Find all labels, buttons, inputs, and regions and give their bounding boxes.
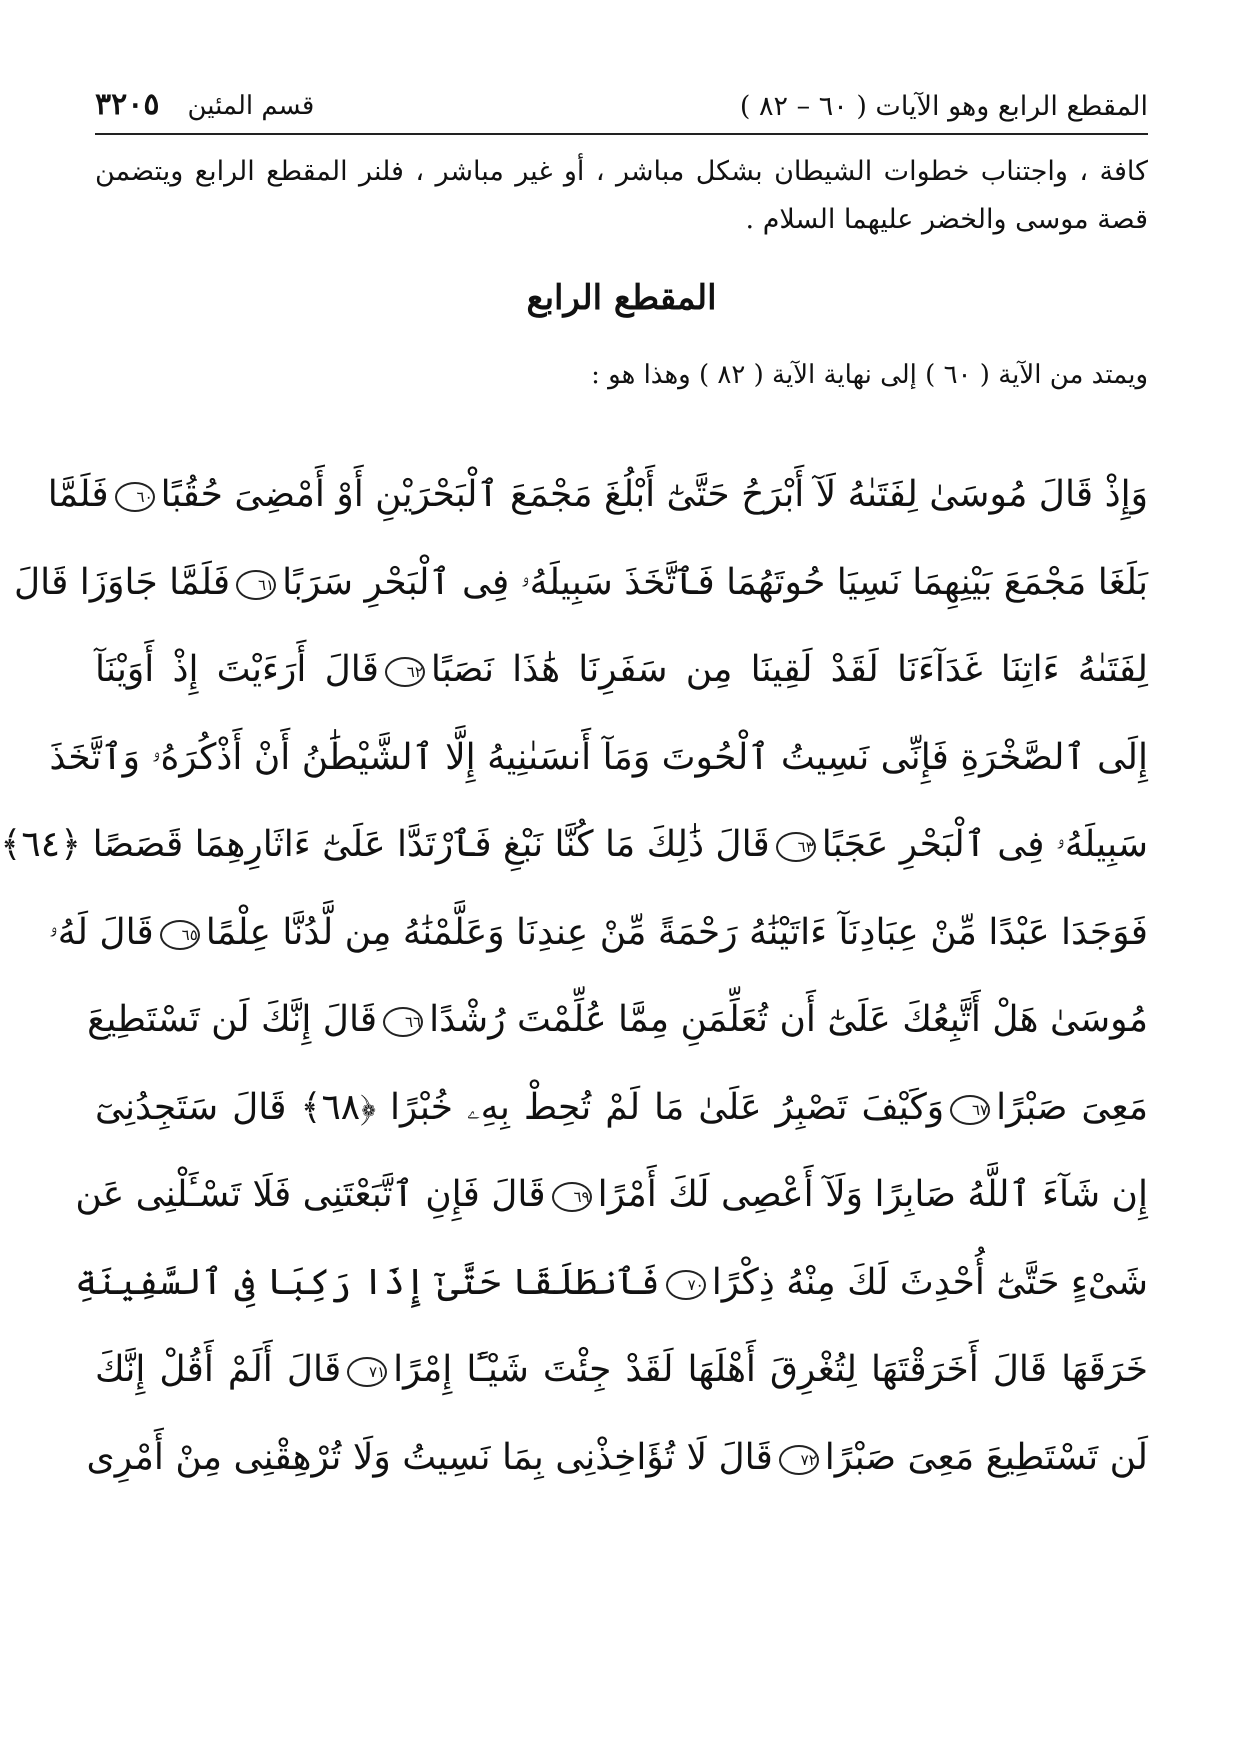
verse-text: فَٱنطَلَقَا حَتَّىٰٓ إِذَا رَكِبَا فِى ٱلسَّفِينَةِ — [75, 1261, 660, 1303]
quran-line — [87, 977, 1148, 1063]
quran-line — [13, 540, 1148, 626]
verse-text: فَلَمَّا جَاوَزَا قَالَ — [13, 561, 231, 603]
verse-text: قَالَ فَإِنِ ٱتَّبَعْتَنِى فَلَا تَسْـَٔلْنِى عَن — [75, 1174, 546, 1215]
quran-line — [95, 1327, 1148, 1413]
section-title: المقطع الرابع — [526, 278, 717, 318]
verse-text: قَالَ إِنَّكَ لَن تَسْتَطِيعَ — [87, 999, 378, 1040]
quran-text-block — [0, 452, 1148, 1682]
header-rule — [95, 133, 1148, 135]
verse-number-marker: ٧١ — [347, 1357, 387, 1387]
verse-text: وَكَيْفَ تَصْبِرُ عَلَىٰ مَا لَمْ تُحِطْ بِهِۦ خُبْرًا ﴿٦٨﴾ قَالَ سَتَجِدُنِىٓ — [95, 1086, 945, 1128]
quran-line — [86, 1415, 1148, 1501]
page-header — [95, 70, 1148, 122]
quran-line — [49, 715, 1148, 801]
header-title: المقطع الرابع وهو الآيات ( ٦٠ – ٨٢ ) — [739, 91, 1148, 122]
verse-number-marker: ٦٦ — [383, 1007, 423, 1037]
verse-text: لَن تَسْتَطِيعَ مَعِىَ صَبْرًا — [824, 1436, 1148, 1478]
verse-number-marker: ٦٠ — [115, 482, 155, 512]
verse-text: إِن شَآءَ ٱللَّهُ صَابِرًا وَلَآ أَعْصِى لَكَ أَمْرًا — [597, 1174, 1148, 1215]
verse-text: مُوسَىٰ هَلْ أَتَّبِعُكَ عَلَىٰٓ أَن تُعَلِّمَنِ مِمَّا عُلِّمْتَ رُشْدًا — [429, 999, 1148, 1040]
verse-text: قَالَ ذَٰلِكَ مَا كُنَّا نَبْغِ فَٱرْتَدَّا عَلَىٰٓ ءَاثَارِهِمَا قَصَصًا ﴿٦٤﴾ — [0, 824, 770, 865]
quran-line — [0, 802, 1148, 888]
verse-text: لِفَتَىٰهُ ءَاتِنَا غَدَآءَنَا لَقَدْ لَقِينَا مِن سَفَرِنَا هَٰذَا نَصَبًا — [430, 649, 1148, 690]
verse-text: سَبِيلَهُۥ فِى ٱلْبَحْرِ عَجَبًا — [821, 824, 1148, 865]
quran-line — [75, 1240, 1148, 1326]
quran-line — [75, 1152, 1148, 1238]
verse-text: فَوَجَدَا عَبْدًا مِّنْ عِبَادِنَآ ءَاتَيْنَٰهُ رَحْمَةً مِّنْ عِندِنَا وَعَلَّمْنَٰهُ مِن لَّدُنَّا عِلْمًا — [205, 911, 1148, 953]
verse-number-marker: ٦٢ — [385, 657, 425, 687]
quran-line — [47, 452, 1148, 538]
verse-text: قَالَ لَهُۥ — [48, 911, 154, 953]
header-meta — [95, 87, 314, 122]
verse-number-marker: ٦١ — [236, 570, 276, 600]
verse-text: بَلَغَا مَجْمَعَ بَيْنِهِمَا نَسِيَا حُوتَهُمَا فَٱتَّخَذَ سَبِيلَهُۥ فِى ٱلْبَحْرِ سَرَبًا — [282, 561, 1148, 603]
quran-line — [48, 890, 1148, 976]
verse-text: قَالَ لَا تُؤَاخِذْنِى بِمَا نَسِيتُ وَلَا تُرْهِقْنِى مِنْ أَمْرِى — [86, 1436, 773, 1478]
verse-range: ويمتد من الآية ( ٦٠ ) إلى نهاية الآية ( ٨٢ ) وهذا هو : — [591, 360, 1148, 390]
verse-text: وَإِذْ قَالَ مُوسَىٰ لِفَتَىٰهُ لَآ أَبْرَحُ حَتَّىٰٓ أَبْلُغَ مَجْمَعَ ٱلْبَحْرَيْنِ أَوْ أَمْضِىَ حُقُبًا — [160, 474, 1148, 515]
verse-text: شَىْءٍ حَتَّىٰٓ أُحْدِثَ لَكَ مِنْهُ ذِكْرًا — [711, 1261, 1148, 1303]
verse-number-marker: ٦٩ — [552, 1182, 592, 1212]
verse-number-marker: ٦٣ — [776, 832, 816, 862]
verse-text: فَلَمَّا — [47, 474, 109, 515]
header-section: قسم المئين — [187, 91, 315, 121]
quran-line — [95, 627, 1148, 713]
verse-number-marker: ٧٠ — [666, 1270, 706, 1300]
verse-number-marker: ٦٥ — [160, 920, 200, 950]
verse-text: إِلَى ٱلصَّخْرَةِ فَإِنِّى نَسِيتُ ٱلْحُوتَ وَمَآ أَنسَىٰنِيهُ إِلَّا ٱلشَّيْطَٰنُ أَنْ أَذْكُرَهُۥ وَٱتَّخَذَ — [49, 736, 1148, 778]
verse-text: قَالَ أَلَمْ أَقُلْ إِنَّكَ — [95, 1349, 342, 1390]
verse-number-marker: ٧٢ — [779, 1445, 819, 1475]
intro-paragraph: كافة ، واجتناب خطوات الشيطان بشكل مباشر ، أو غير مباشر ، فلنر المقطع الرابع ويتضمن قصة موسى والخضر عليهما السلام . — [95, 156, 1148, 235]
verse-text: قَالَ أَرَءَيْتَ إِذْ أَوَيْنَآ — [95, 649, 379, 690]
verse-text: مَعِىَ صَبْرًا — [996, 1086, 1148, 1128]
page-number: ٣٢٠٥ — [95, 87, 160, 122]
verse-number-marker: ٦٧ — [950, 1095, 990, 1125]
quran-line — [95, 1065, 1148, 1151]
verse-text: خَرَقَهَا قَالَ أَخَرَقْتَهَا لِتُغْرِقَ أَهْلَهَا لَقَدْ جِئْتَ شَيْـًٔا إِمْرًا — [393, 1349, 1148, 1390]
